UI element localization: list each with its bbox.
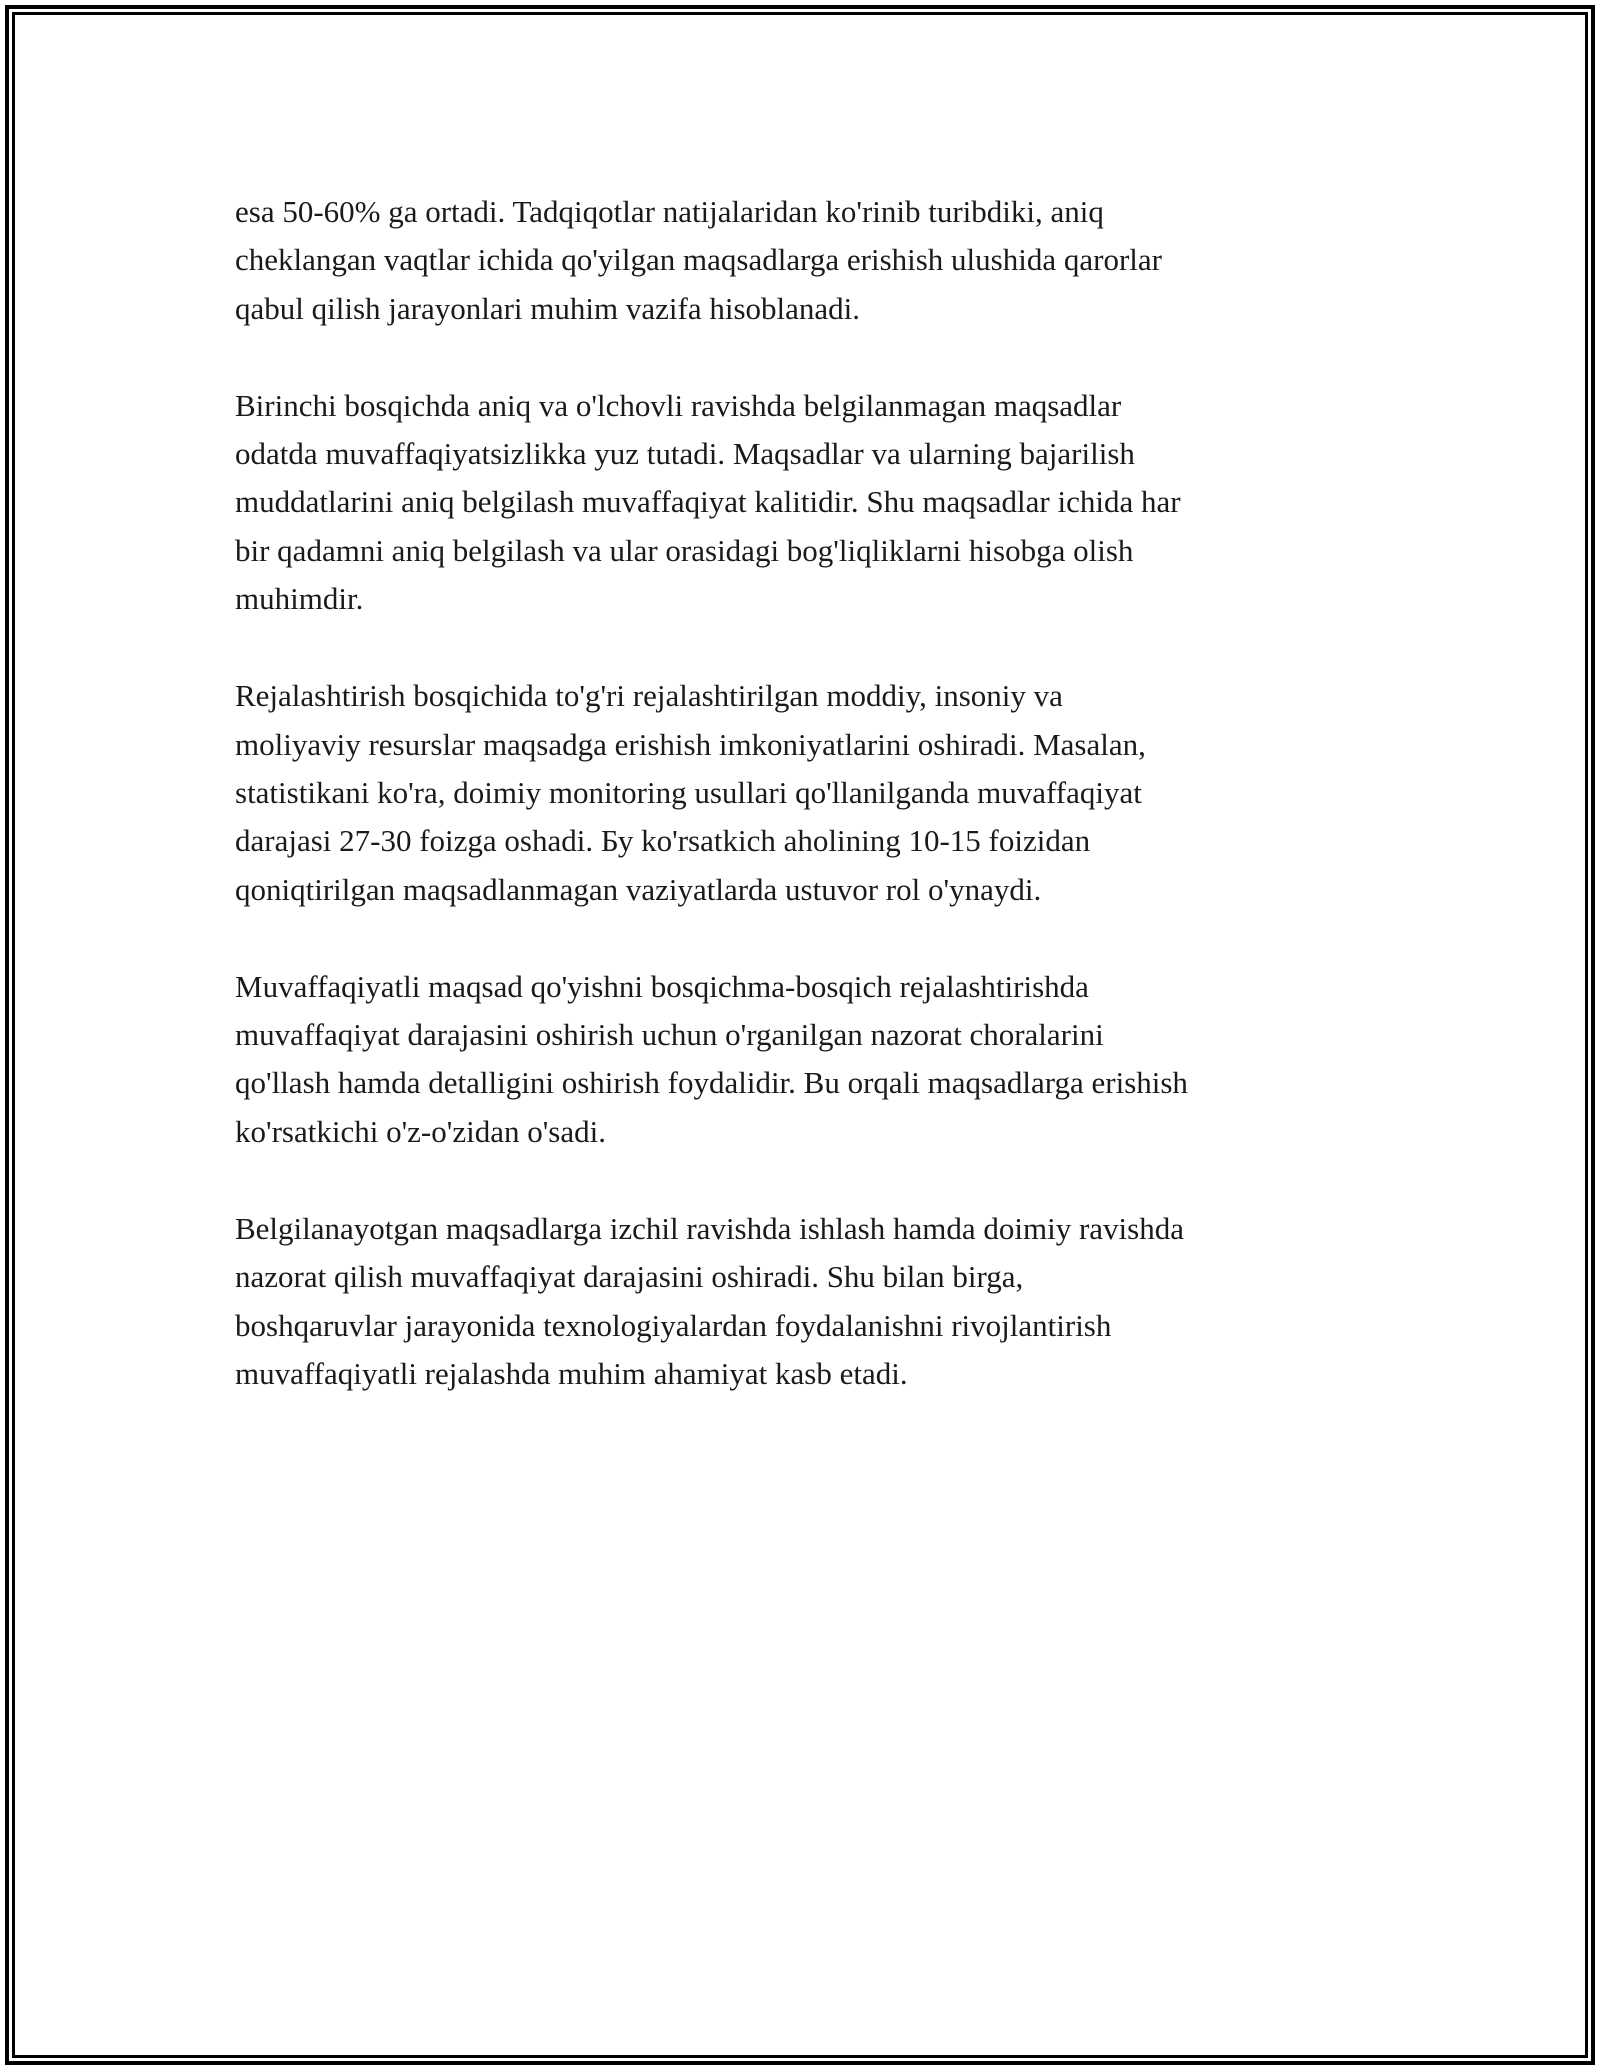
page-body	[235, 188, 1395, 1447]
text-line: Rejalashtirish bosqichida to'g'ri rejalashtirilgan moddiy, insoniy va	[235, 678, 1063, 714]
text-line: odatda muvaffaqiyatsizlikka yuz tutadi. Maqsadlar va ularning bajarilish	[235, 436, 1135, 472]
text-line: muvaffaqiyatli rejalashda muhim ahamiyat kasb etadi.	[235, 1355, 908, 1391]
text-line: moliyaviy resurslar maqsadga erishish imkoniyatlarini oshiradi. Masalan,	[235, 726, 1146, 762]
text-line: qabul qilish jarayonlari muhim vazifa hisoblanadi.	[235, 290, 861, 326]
text-line: muhimdir.	[235, 581, 364, 617]
text-line: qo'llash hamda detalligini oshirish foydalidir. Bu orqali maqsadlarga erishish	[235, 1065, 1188, 1101]
text-line: ko'rsatkichi o'z-o'zidan o'sadi.	[235, 1113, 606, 1149]
text-line: darajasi 27-30 foizga oshadi. Бу ko'rsatkich aholining 10-15 foizidan	[235, 823, 1091, 859]
text-line: nazorat qilish muvaffaqiyat darajasini oshiradi. Shu bilan birga,	[235, 1259, 1024, 1295]
paragraph-1	[235, 188, 1395, 333]
text-line: boshqaruvlar jarayonida texnologiyalardan foydalanishni rivojlantirish	[235, 1307, 1112, 1343]
text-line: esa 50-60% ga ortadi. Tadqiqotlar natijalaridan ko'rinib turibdiki, aniq	[235, 194, 1104, 229]
text-line: Belgilanayotgan maqsadlarga izchil ravishda ishlash hamda doimiy ravishda	[235, 1211, 1184, 1247]
text-line: cheklangan vaqtlar ichida qo'yilgan maqsadlarga erishish ulushida qarorlar	[235, 242, 1162, 278]
text-line: muvaffaqiyat darajasini oshirish uchun o'rganilgan nazorat choralarini	[235, 1017, 1104, 1053]
paragraph-5	[235, 1205, 1395, 1398]
text-line: bir qadamni aniq belgilash va ular orasidagi bog'liqliklarni hisobga olish	[235, 532, 1134, 568]
text-line: qoniqtirilgan maqsadlanmagan vaziyatlarda ustuvor rol o'ynaydi.	[235, 871, 1042, 907]
paragraph-4	[235, 963, 1395, 1156]
text-line: Birinchi bosqichda aniq va o'lchovli ravishda belgilanmagan maqsadlar	[235, 387, 1122, 423]
text-line: statistikani ko'ra, doimiy monitoring usullari qo'llanilganda muvaffaqiyat	[235, 774, 1142, 810]
text-line: Muvaffaqiyatli maqsad qo'yishni bosqichma-bosqich rejalashtirishda	[235, 968, 1089, 1004]
paragraph-3	[235, 672, 1395, 913]
paragraph-2	[235, 382, 1395, 623]
text-line: muddatlarini aniq belgilash muvaffaqiyat kalitidir. Shu maqsadlar ichida har	[235, 484, 1181, 520]
